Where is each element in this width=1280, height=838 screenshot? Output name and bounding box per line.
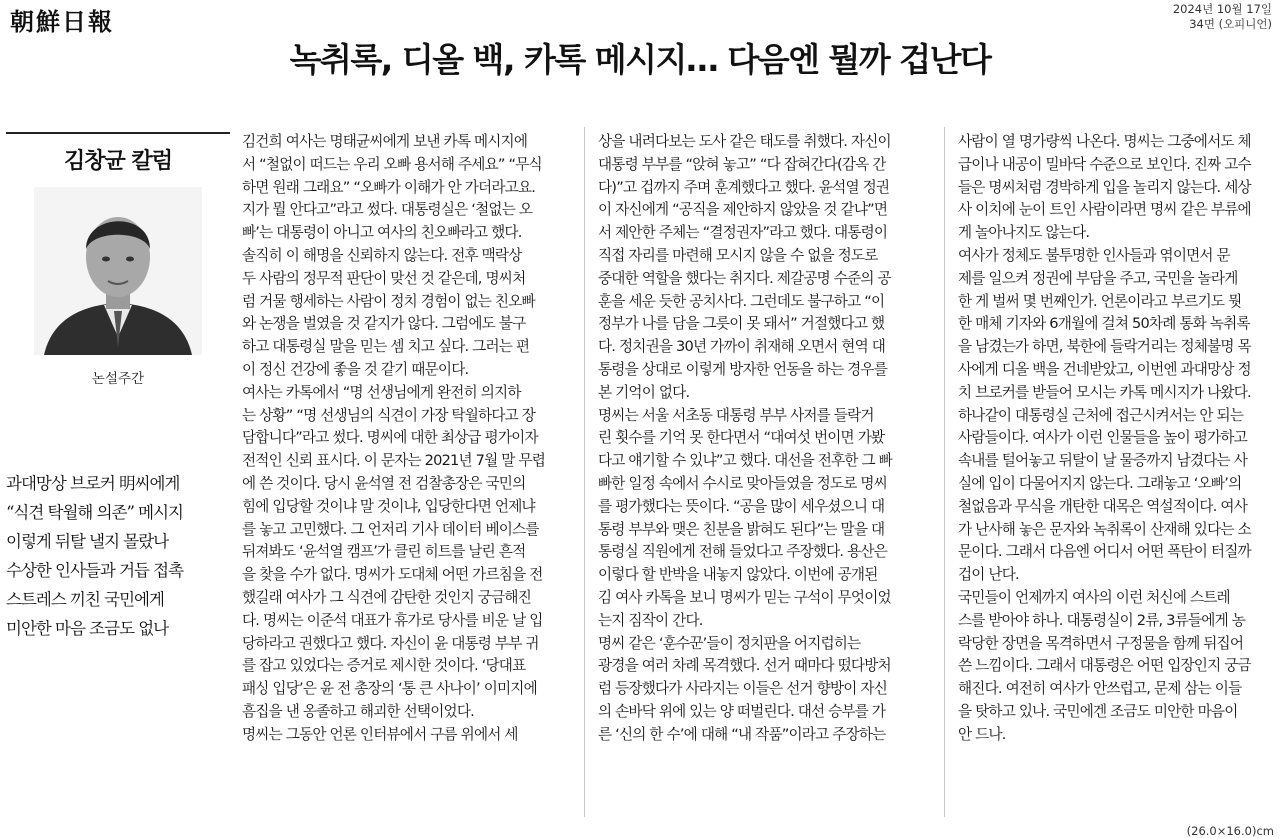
body-text-line: 급이나 내공이 밀바닥 수준으로 보인다. 진짜 고수 (958, 155, 1251, 173)
body-text-line: 속내를 털어놓고 뒤탈이 날 물증까지 남겼다는 사 (958, 452, 1247, 470)
body-text-line: 락당한 장면을 목격하면서 구정물을 함께 뒤집어 (958, 634, 1244, 652)
body-text-line: 정부가 나를 담을 그릇이 못 돼서” 거절했다고 했 (598, 315, 885, 333)
author-portrait-image (34, 187, 202, 355)
body-text-line: 는지 짐작이 간다. (598, 611, 703, 629)
body-text-line: 하고 대통령실 말을 믿는 셈 치고 싶다. 그러는 편 (242, 338, 530, 356)
body-column-3 (958, 131, 1276, 747)
body-text-line: 해진다. 여전히 여사가 안쓰럽고, 문제 삼는 이들 (958, 680, 1242, 698)
body-text-line: 당하라고 권했다고 했다. 자신이 윤 대통령 부부 귀 (242, 634, 539, 652)
body-text-line: 서 “철없이 떠드는 우리 오빠 용서해 주세요” “무식 (242, 155, 542, 173)
body-text-line: 명씨 같은 ‘훈수꾼’들이 정치판을 어지럽히는 (598, 634, 861, 652)
body-text-line: 을 남겼는가 하면, 북한에 들락거리는 정체불명 목 (958, 338, 1251, 356)
body-text-line: 를 잡고 있었다는 증거로 제시한 것이다. ‘당대표 (242, 657, 526, 675)
article-subheads (6, 469, 234, 643)
body-text-line: 다. 정치권을 30년 가까이 취재해 오면서 현역 대 (598, 338, 886, 356)
body-text-line: 철없음과 무식을 개탄한 대목은 역설적이다. 여사 (958, 497, 1247, 515)
body-text-line: 다)”고 겁까지 주며 훈계했다고 했다. 윤석열 정권 (598, 178, 890, 196)
body-text-line: 김건희 여사는 명태균씨에게 보낸 카톡 메시지에 (242, 133, 528, 150)
body-text-line: 빠한 일정 속에서 수시로 맞아들였을 정도로 명씨 (598, 474, 887, 492)
body-text-line: 들은 명씨처럼 경박하게 입을 놀리지 않는다. 세상 (958, 178, 1251, 196)
body-text-line: 안 드나. (958, 725, 1006, 743)
author-portrait (34, 187, 202, 355)
author-title: 논설주간 (91, 371, 145, 387)
body-text-line: 직접 자리를 마련해 모시지 않을 수 없을 정도로 (598, 246, 878, 264)
body-text-line: 다고 얘기할 수 있냐”고 했다. 대선을 전후한 그 빠 (598, 452, 892, 470)
body-text-line: 쓴 느낌이다. 그래서 대통령은 어떤 입장인지 궁금 (958, 657, 1251, 675)
body-text-line: 제를 일으켜 정권에 부담을 주고, 국민을 놀라게 (958, 269, 1238, 287)
publication-info (1173, 2, 1272, 32)
body-text-line: 대통령 부부를 “앉혀 놓고” “다 잡혀간다(감옥 간 (598, 155, 886, 173)
body-text-line: 이 정신 건강에 좋을 것 같기 때문이다. (242, 360, 469, 378)
body-text-line: 이 자신에게 “공직을 제안하지 않았을 것 같냐”면 (598, 201, 888, 219)
body-text-line: 를 평가했다는 뜻이다. “공을 많이 세우셨으니 대 (598, 497, 885, 515)
body-text-line: 본 기억이 없다. (598, 383, 690, 401)
body-text-line: 국민들이 언제까지 여사의 이런 처신에 스트레 (958, 588, 1230, 606)
body-text-line: 가 난사해 놓은 문자와 녹취록이 산재해 있다는 소 (958, 520, 1251, 538)
body-text-line: 뒤져봐도 ‘윤석열 캠프’가 클린 히트를 날린 흔적 (242, 543, 526, 561)
body-text-line: 와 논쟁을 벌였을 것 같지가 않다. 그럼에도 불구 (242, 315, 526, 333)
body-text-line: 여사는 카톡에서 “명 선생님에게 완전히 의지하 (242, 383, 521, 401)
body-text-line: 에 쓴 것이다. 당시 윤석열 전 검찰총장은 국민의 (242, 474, 526, 492)
byline-rule (6, 132, 230, 134)
publication-date: 2024년 10월 17일 (1172, 2, 1272, 16)
body-text-line: 겁이 난다. (958, 566, 1019, 584)
column-divider (584, 127, 585, 817)
body-text-line: 사에게 디올 백을 건네받았고, 이번엔 과대망상 정 (958, 360, 1251, 378)
body-text-line: 담합니다”라고 썼다. 명씨에 대한 최상급 평가이자 (242, 429, 538, 447)
body-text-line: 패싱 입당’은 윤 전 총장의 ‘통 큰 사나이’ 이미지에 (242, 680, 537, 698)
body-text-line: 문이다. 그래서 다음엔 어디서 어떤 폭탄이 터질까 (958, 543, 1251, 561)
body-text-line: 했길래 여사가 그 식견에 감탄한 것인지 궁금해진 (242, 588, 531, 606)
body-text-line: 하나같이 대통령실 근처에 접근시켜서는 안 되는 (958, 406, 1244, 424)
body-text-line: 는 상황” “명 선생님의 식견이 가장 탁월하다고 장 (242, 406, 536, 424)
subhead-line: 이렇게 뒤탈 낼지 몰랐나 (6, 532, 169, 551)
subhead-line: 스트레스 끼친 국민에게 (6, 590, 164, 609)
body-text-line: 른 ‘신의 한 수’에 대해 “내 작품”이라고 주장하는 (598, 725, 886, 743)
body-text-line: 이렇다 할 반박을 내놓지 않았다. 이번에 공개된 (598, 566, 878, 584)
body-text-line: 다. 명씨는 이준석 대표가 휴가로 당사를 비운 날 입 (242, 611, 543, 629)
column-divider (944, 127, 945, 817)
body-text-line: 의 손바닥 위에 있는 양 떠벌린다. 대선 승부를 가 (598, 702, 886, 720)
body-text-line: 한 매체 기자와 6개월에 걸쳐 50차례 통화 녹취록 (958, 315, 1250, 333)
body-text-line: 지가 뭘 안다고”라고 썼다. 대통령실은 ‘철없는 오 (242, 201, 533, 219)
body-text-line: 을 탓하고 있나. 국민에겐 조금도 미안한 마음이 (958, 702, 1238, 720)
body-text-line: 통령 부부와 맺은 친분을 밝혀도 된다”는 말을 대 (598, 520, 885, 538)
body-text-line: 실에 입이 다물어지지 않는다. 그래놓고 ‘오빠’의 (958, 474, 1242, 492)
body-text-line: 를 놓고 고민했다. 그 언저리 기사 데이터 베이스를 (242, 520, 539, 538)
body-text-line: 럼 등장했다가 사라지는 이들은 선거 향방이 자신 (598, 680, 887, 698)
body-text-line: 사람이 열 명가량씩 나온다. 명씨는 그중에서도 체 (958, 133, 1251, 150)
body-text-line: 전적인 신뢰 표시다. 이 문자는 2021년 7월 말 무렵 (242, 452, 546, 470)
body-text-line: 통령을 상대로 이렇게 방자한 언동을 하는 경우를 (598, 360, 887, 378)
subhead-line: 과대망상 브로커 明씨에게 (6, 474, 180, 493)
body-text-line: 힘에 입당할 것이냐 말 것이냐, 입당한다면 언제냐 (242, 497, 535, 515)
body-text-line: 하면 원래 그래요” “오빠가 이해가 안 가더라고요. (242, 178, 536, 196)
body-text-line: 럼 거물 행세하는 사람이 정치 경험이 없는 친오빠 (242, 292, 535, 310)
column-name: 김창균 칼럼 (64, 149, 172, 174)
body-text-line: 게 놀아나지도 않는다. (958, 224, 1090, 242)
subhead-line: 미안한 마음 조금도 없나 (6, 619, 169, 638)
body-text-line: 통령실 직원에게 전해 들었다고 주장했다. 용산은 (598, 543, 887, 561)
publication-page: 34면 (오피니언) (1189, 17, 1272, 31)
body-text-line: 한 게 벌써 몇 번째인가. 언론이라고 부르기도 뭣 (958, 292, 1242, 310)
body-text-line: 을 찾을 수가 없다. 명씨가 도대체 어떤 가르침을 전 (242, 566, 543, 584)
newspaper-masthead: 朝鮮日報 (10, 7, 114, 36)
body-text-line: 김 여사 카톡을 보니 명씨가 믿는 구석이 무엇이었 (598, 588, 891, 606)
article-headline: 녹취록, 디올 백, 카톡 메시지… 다음엔 뭘까 겁난다 (289, 40, 991, 79)
article-size-note: (26.0×16.0)cm (1186, 824, 1274, 838)
column-byline-panel (6, 132, 230, 387)
body-text-line: 사 이치에 눈이 트인 사람이라면 명씨 같은 부류에 (958, 201, 1251, 219)
body-text-line: 두 사람의 정무적 판단이 맞선 것 같은데, 명씨처 (242, 269, 526, 287)
body-text-line: 솔직히 이 해명을 신뢰하지 않는다. 전후 맥락상 (242, 246, 522, 264)
body-text-line: 빠’는 대통령이 아니고 여사의 친오빠라고 했다. (242, 224, 522, 242)
body-text-line: 광경을 여러 차례 목격했다. 선거 때마다 떴다방처 (598, 657, 891, 675)
body-text-line: 훈을 세운 듯한 공치사다. 그런데도 불구하고 “이 (598, 292, 885, 310)
body-column-2 (598, 131, 930, 747)
body-text-line: 여사가 정체도 불투명한 인사들과 엮이면서 문 (958, 246, 1230, 264)
subhead-line: “식견 탁월해 의존” 메시지 (6, 503, 183, 522)
subhead-line: 수상한 인사들과 거듭 접촉 (6, 561, 184, 580)
body-text-line: 명씨는 서울 서초동 대통령 부부 사저를 들락거 (598, 406, 874, 424)
body-text-line: 흠집을 낸 옹졸하고 해괴한 선택이었다. (242, 702, 474, 720)
body-text-line: 명씨는 그동안 언론 인터뷰에서 구름 위에서 세 (242, 725, 518, 743)
body-text-line: 상을 내려다보는 도사 같은 태도를 취했다. 자신이 (598, 133, 891, 150)
body-text-line: 치 브로커를 받들어 모시는 카톡 메시지가 나왔다. (958, 383, 1251, 401)
body-text-line: 사람들이다. 여사가 이런 인물들을 높이 평가하고 (958, 429, 1247, 447)
body-text-line: 린 횟수를 기억 못 한다면서 “대여섯 번이면 가봤 (598, 429, 885, 447)
body-text-line: 스를 받아야 하나. 대통령실이 2류, 3류들에게 농 (958, 611, 1246, 629)
body-text-line: 서 제안한 주체는 “결정권자”라고 했다. 대통령이 (598, 224, 888, 242)
body-column-1 (242, 131, 572, 747)
body-text-line: 중대한 역할을 했다는 취지다. 제갈공명 수준의 공 (598, 269, 891, 287)
